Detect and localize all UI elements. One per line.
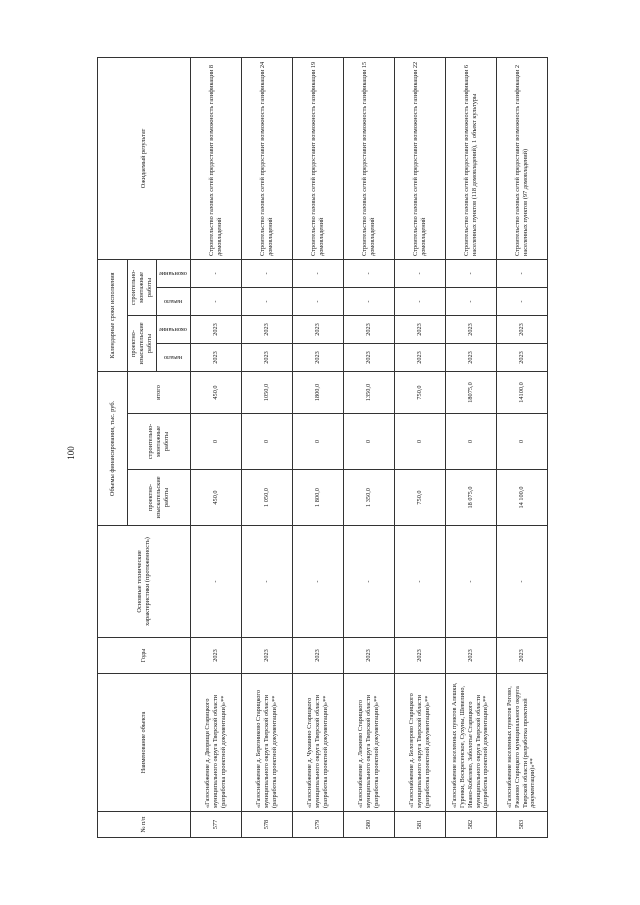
table-row	[241, 57, 292, 837]
cell-result: Строительство газовых сетей предоставит возможность газификации 24 домовладений	[241, 57, 292, 259]
cell-construction-cost: 0	[343, 414, 394, 470]
table-row	[445, 57, 496, 837]
cell-design-start: 2023	[394, 344, 445, 372]
cell-design-cost: 1 050,0	[241, 470, 292, 526]
cell-num: 580	[343, 812, 394, 838]
header-funding-construction: строительно-монтажные работы	[128, 414, 191, 470]
cell-years: 2023	[241, 638, 292, 674]
header-design-end: окончание	[156, 316, 190, 344]
cell-name: «Газоснабжение д. Березниково Старицкого муниципального округа Тверской области (разработка проектной документации)»**	[241, 674, 292, 812]
cell-num: 578	[241, 812, 292, 838]
cell-construction-start: -	[190, 288, 241, 316]
cell-num: 577	[190, 812, 241, 838]
cell-total: 1800,0	[292, 372, 343, 414]
cell-name: «Газоснабжение населенных пунктов Рогово, Ржаново Старицкого муниципального округа Тверской области (разработка проектной документации)»**	[496, 674, 547, 812]
cell-specs: -	[343, 526, 394, 638]
cell-design-start: 2023	[190, 344, 241, 372]
cell-design-start: 2023	[292, 344, 343, 372]
cell-design-end: 2023	[190, 316, 241, 344]
cell-result: Строительство газовых сетей предоставит возможность газификации 2 населенных пунктов (97 домовладений)	[496, 57, 547, 259]
cell-design-start: 2023	[496, 344, 547, 372]
cell-construction-start: -	[496, 288, 547, 316]
header-funding-design: проектно-изыскательские работы	[128, 470, 191, 526]
cell-num: 583	[496, 812, 547, 838]
header-years: Годы	[98, 638, 191, 674]
cell-years: 2023	[190, 638, 241, 674]
cell-design-end: 2023	[241, 316, 292, 344]
cell-construction-end: -	[292, 259, 343, 287]
cell-design-cost: 1 350,0	[343, 470, 394, 526]
cell-construction-end: -	[445, 259, 496, 287]
cell-total: 450,0	[190, 372, 241, 414]
cell-specs: -	[394, 526, 445, 638]
header-schedule: Календарные сроки исполнения	[98, 259, 128, 371]
cell-construction-end: -	[394, 259, 445, 287]
cell-construction-end: -	[190, 259, 241, 287]
cell-result: Строительство газовых сетей предоставит возможность газификации 22 домовладений	[394, 57, 445, 259]
cell-design-cost: 450,0	[190, 470, 241, 526]
cell-specs: -	[190, 526, 241, 638]
cell-result: Строительство газовых сетей предоставит возможность газификации 8 домовладений	[190, 57, 241, 259]
cell-result: Строительство газовых сетей предоставит возможность газификации 19 домовладений	[292, 57, 343, 259]
cell-total: 750,0	[394, 372, 445, 414]
cell-construction-end: -	[496, 259, 547, 287]
cell-construction-start: -	[445, 288, 496, 316]
cell-name: «Газоснабжение д. Дворищи Старицкого муниципального округа Тверской области (разработка проектной документации)»**	[190, 674, 241, 812]
header-construction-end: окончание	[156, 259, 190, 287]
header-schedule-design: проектно-изыскательские работы	[128, 316, 157, 372]
header-design-start: начало	[156, 344, 190, 372]
cell-total: 1050,0	[241, 372, 292, 414]
cell-name: «Газоснабжение д. Лежнево Старицкого муниципального округа Тверской области (разработка проектной документации)»**	[343, 674, 394, 812]
page-number: 100	[66, 446, 76, 460]
cell-design-start: 2023	[343, 344, 394, 372]
header-schedule-construction: строительно-монтажные работы	[128, 259, 157, 315]
cell-name: «Газоснабжение д. Белозерово Старицкого муниципального округа Тверской области (разработка проектной документации)»**	[394, 674, 445, 812]
header-specs: Основные технические характеристики (протяженность)	[98, 526, 191, 638]
cell-construction-cost: 0	[496, 414, 547, 470]
cell-construction-end: -	[343, 259, 394, 287]
header-name: Наименование объекта	[98, 674, 191, 812]
table-row	[292, 57, 343, 837]
header-funding: Объемы финансирования, тыс. руб.	[98, 372, 128, 526]
cell-num: 581	[394, 812, 445, 838]
table-row	[343, 57, 394, 837]
cell-design-end: 2023	[445, 316, 496, 344]
cell-specs: -	[292, 526, 343, 638]
cell-name: «Газоснабжение д. Чукавино Старицкого муниципального округа Тверской области (разработка проектной документации)»**	[292, 674, 343, 812]
cell-design-end: 2023	[292, 316, 343, 344]
cell-design-start: 2023	[241, 344, 292, 372]
cell-specs: -	[496, 526, 547, 638]
cell-construction-cost: 0	[292, 414, 343, 470]
cell-construction-start: -	[292, 288, 343, 316]
rotated-table-wrapper	[97, 58, 547, 838]
header-num: № п/п	[98, 812, 191, 838]
cell-design-end: 2023	[394, 316, 445, 344]
cell-design-start: 2023	[445, 344, 496, 372]
table-row	[394, 57, 445, 837]
cell-years: 2023	[496, 638, 547, 674]
cell-num: 582	[445, 812, 496, 838]
cell-specs: -	[241, 526, 292, 638]
cell-years: 2023	[343, 638, 394, 674]
table-row	[496, 57, 547, 837]
cell-construction-start: -	[394, 288, 445, 316]
cell-total: 1350,0	[343, 372, 394, 414]
cell-total: 14100,0	[496, 372, 547, 414]
table-row	[190, 57, 241, 837]
cell-construction-end: -	[241, 259, 292, 287]
cell-design-cost: 18 075,0	[445, 470, 496, 526]
cell-design-end: 2023	[343, 316, 394, 344]
cell-years: 2023	[394, 638, 445, 674]
cell-name: «Газоснабжение населенных пунктов Алешки, Гуренки, Воскресенское, Сухуны, Шевелино, Ивано-Кобелево, Заболотье Старицкого муниципального округа Тверской области (разработка проектной документации)»**	[445, 674, 496, 812]
header-construction-start: начало	[156, 288, 190, 316]
cell-result: Строительство газовых сетей предоставит возможность газификации 6 населенных пунктов (118 домовладений), 1 объект культуры	[445, 57, 496, 259]
cell-num: 579	[292, 812, 343, 838]
cell-years: 2023	[445, 638, 496, 674]
cell-design-cost: 1 800,0	[292, 470, 343, 526]
cell-construction-cost: 0	[445, 414, 496, 470]
cell-specs: -	[445, 526, 496, 638]
cell-design-cost: 750,0	[394, 470, 445, 526]
header-result: Ожидаемый результат	[98, 57, 191, 259]
cell-construction-start: -	[241, 288, 292, 316]
cell-construction-cost: 0	[190, 414, 241, 470]
cell-result: Строительство газовых сетей предоставит возможность газификации 15 домовладений	[343, 57, 394, 259]
cell-total: 18075,0	[445, 372, 496, 414]
cell-construction-cost: 0	[394, 414, 445, 470]
header-funding-total: итого	[128, 372, 191, 414]
cell-design-cost: 14 100,0	[496, 470, 547, 526]
cell-years: 2023	[292, 638, 343, 674]
cell-construction-start: -	[343, 288, 394, 316]
cell-construction-cost: 0	[241, 414, 292, 470]
cell-design-end: 2023	[496, 316, 547, 344]
objects-table	[97, 57, 548, 838]
